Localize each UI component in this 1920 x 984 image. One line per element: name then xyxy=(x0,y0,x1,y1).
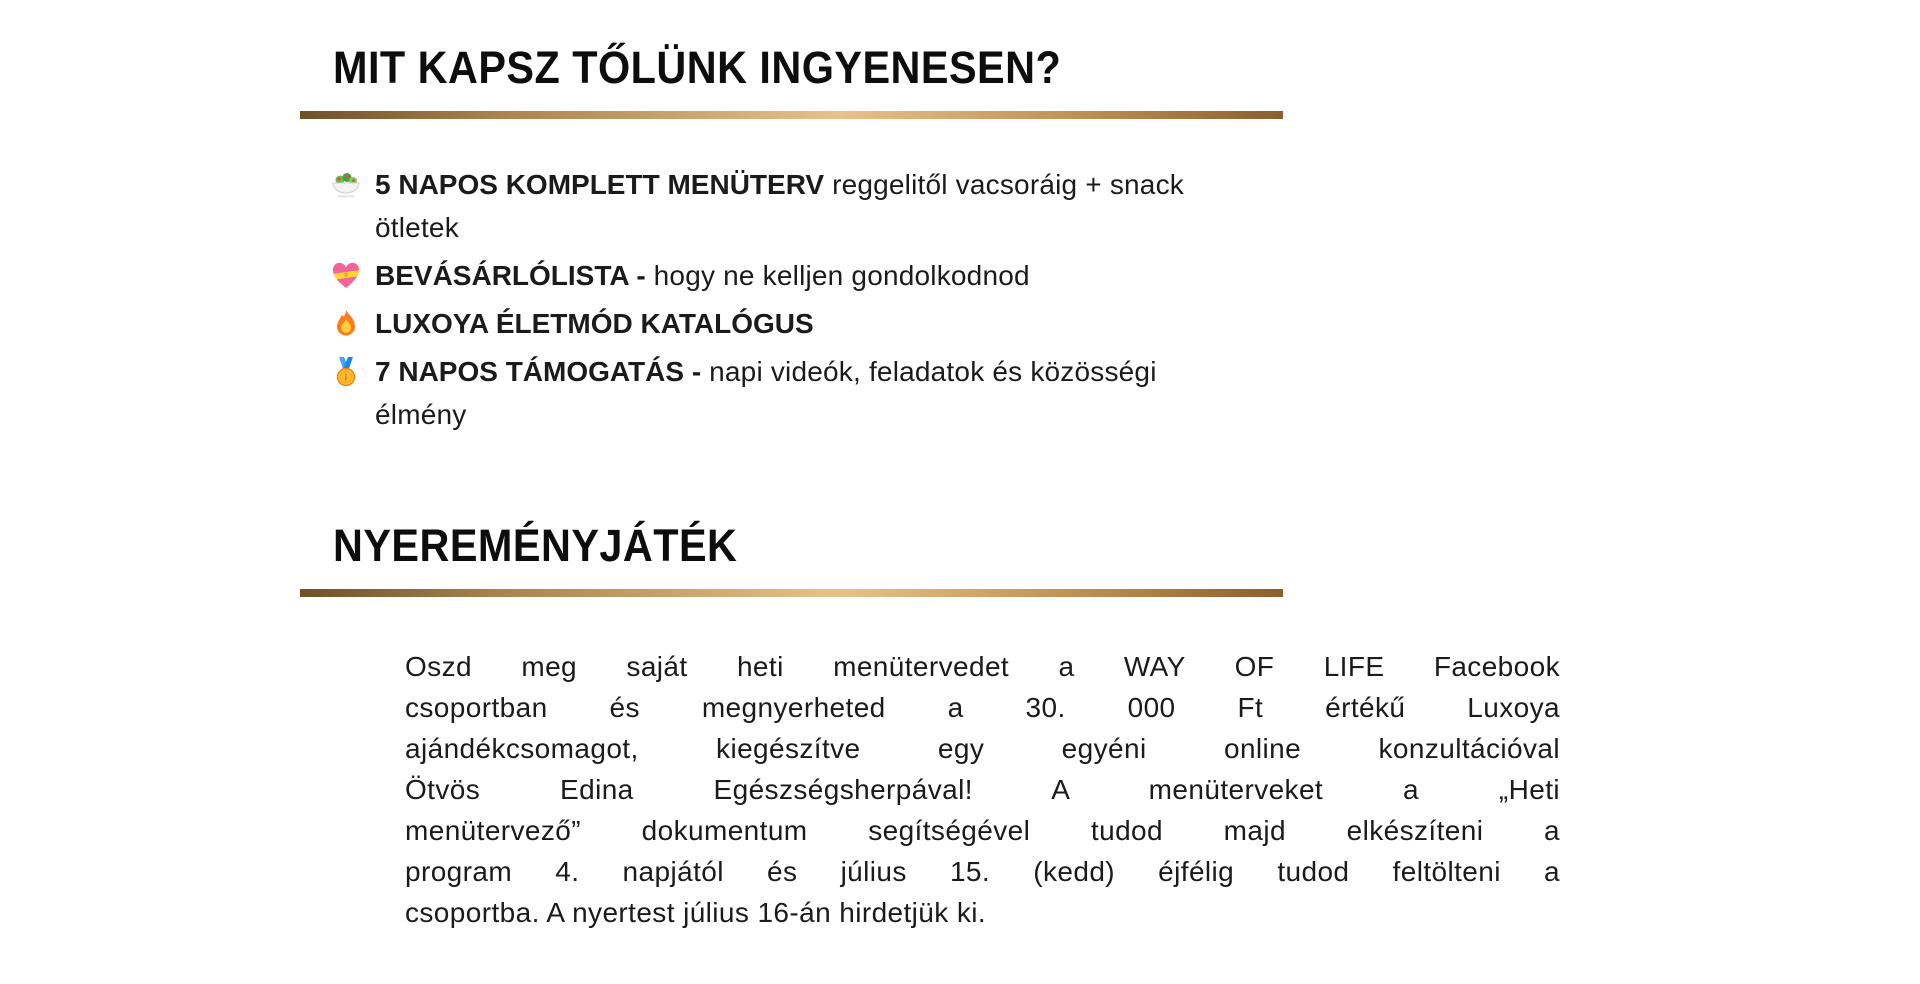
paragraph-line: ajándékcsomagot, kiegészítve egy egyéni online konzultációval xyxy=(405,733,1560,764)
item-bold-text: BEVÁSÁRLÓLISTA - xyxy=(375,260,646,291)
item-wrap-text: ötletek xyxy=(375,212,459,243)
paragraph-line: csoportba. A nyertest július 16-án hirdetjük ki. xyxy=(405,897,987,928)
item-regular-text: reggelitől vacsoráig + snack xyxy=(824,169,1184,200)
gold-divider xyxy=(300,111,1283,119)
freebies-section-title: MIT KAPSZ TŐLÜNK INGYENESEN? xyxy=(333,42,1062,93)
item-bold-text: 7 NAPOS TÁMOGATÁS - xyxy=(375,356,702,387)
item-regular-text: hogy ne kelljen gondolkodnod xyxy=(645,260,1030,291)
list-item xyxy=(330,350,1250,436)
item-wrap-text: élmény xyxy=(375,399,467,430)
freebies-list xyxy=(330,163,1250,441)
list-item xyxy=(330,163,1250,249)
item-regular-text: napi videók, feladatok és közösségi xyxy=(701,356,1157,387)
paragraph-line: program 4. napjától és július 15. (kedd) éjfélig tudod feltölteni a xyxy=(405,856,1560,887)
gold-divider xyxy=(300,589,1283,597)
gold-medal-icon xyxy=(330,350,375,388)
fire-icon xyxy=(330,302,375,340)
paragraph-line: Oszd meg saját heti menütervedet a WAY OF LIFE Facebook xyxy=(405,651,1560,682)
contest-section-title: NYEREMÉNYJÁTÉK xyxy=(333,520,738,571)
paragraph-line: menütervező” dokumentum segítségével tudod majd elkészíteni a xyxy=(405,815,1560,846)
contest-paragraph xyxy=(405,646,1560,933)
heart-with-ribbon-icon xyxy=(330,254,375,292)
item-bold-text: LUXOYA ÉLETMÓD KATALÓGUS xyxy=(375,308,814,339)
list-item xyxy=(330,254,1250,297)
item-bold-text: 5 NAPOS KOMPLETT MENÜTERV xyxy=(375,169,825,200)
list-item xyxy=(330,302,1250,345)
paragraph-line: Ötvös Edina Egészségsherpával! A menüterveket a „Heti xyxy=(405,774,1560,805)
salad-bowl-icon xyxy=(330,163,375,201)
paragraph-line: csoportban és megnyerheted a 30. 000 Ft értékű Luxoya xyxy=(405,692,1560,723)
